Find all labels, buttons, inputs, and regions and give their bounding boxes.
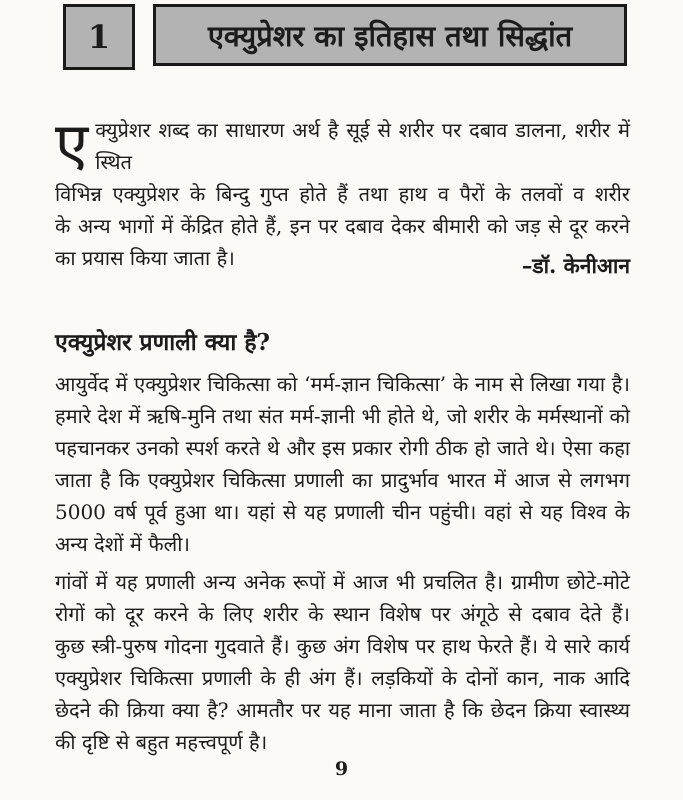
chapter-number: 1 xyxy=(87,18,111,56)
text-line: अन्य देशों में फैली। xyxy=(55,532,190,556)
text-line: का प्रयास किया जाता है। xyxy=(55,246,235,270)
text-line: आयुर्वेद में एक्युप्रेशर चिकित्सा को ‘मर्म-ज्ञान चिकित्सा’ के नाम से लिखा गया है। xyxy=(55,372,630,396)
text-line: रोगों को दूर करने के लिए शरीर के स्थान विशेष पर अंगूठे से दबाव देते हैं। xyxy=(55,602,630,626)
text-line: विभिन्न एक्युप्रेशर के बिन्दु गुप्त होते हैं तथा हाथ व पैरों के तलवों व शरीर xyxy=(55,182,630,206)
text-line: की दृष्टि से बहुत महत्त्वपूर्ण है। xyxy=(55,730,268,754)
text-line: के अन्य भागों में केंद्रित होते हैं, इन पर दबाव देकर बीमारी को जड़ से दूर करने xyxy=(55,214,630,238)
page-number: 9 xyxy=(334,758,349,780)
text-line: गांवों में यह प्रणाली अन्य अनेक रूपों में आज भी प्रचलित है। ग्रामीण छोटे-मोटे xyxy=(55,570,630,594)
text-line: कुछ स्त्री-पुरुष गोदना गुदवाते हैं। कुछ अंग विशेष पर हाथ फेरते हैं। ये सारे कार्य xyxy=(55,634,630,658)
section-heading: एक्युप्रेशर प्रणाली क्या है? xyxy=(55,329,271,356)
text-line: एक्युप्रेशर चिकित्सा प्रणाली के ही अंग हैं। लड़कियों के दोनों कान, नाक आदि xyxy=(55,666,630,690)
paragraph-villages xyxy=(55,566,630,758)
paragraph-ayurveda xyxy=(55,368,630,560)
chapter-title-box xyxy=(153,4,627,66)
chapter-title: एक्युप्रेशर का इतिहास तथा सिद्धांत xyxy=(207,18,573,53)
text-line: हमारे देश में ऋषि-मुनि तथा संत मर्म-ज्ञानी भी होते थे, जो शरीर के मर्मस्थानों को xyxy=(55,404,630,428)
author-attribution: –डॉ. केनीआन xyxy=(521,253,630,278)
text-line: छेदने की क्रिया क्या है? आमतौर पर यह माना जाता है कि छेदन क्रिया स्वास्थ्य xyxy=(55,698,630,722)
drop-cap: ए xyxy=(55,110,89,180)
chapter-number-box xyxy=(63,4,135,70)
chapter-header xyxy=(63,4,627,70)
text-line: क्युप्रेशर शब्द का साधारण अर्थ है सूई से शरीर पर दबाव डालना, शरीर में स्थित xyxy=(95,118,630,174)
text-line: पहचानकर उनको स्पर्श करते थे और इस प्रकार रोगी ठीक हो जाते थे। ऐसा कहा xyxy=(55,436,630,460)
text-line: जाता है कि एक्युप्रेशर चिकित्सा प्रणाली का प्रादुर्भाव भारत में आज से लगभग xyxy=(55,468,630,492)
text-line: 5000 वर्ष पूर्व हुआ था। यहां से यह प्रणाली चीन पहुंची। वहां से यह विश्व के xyxy=(55,500,630,524)
